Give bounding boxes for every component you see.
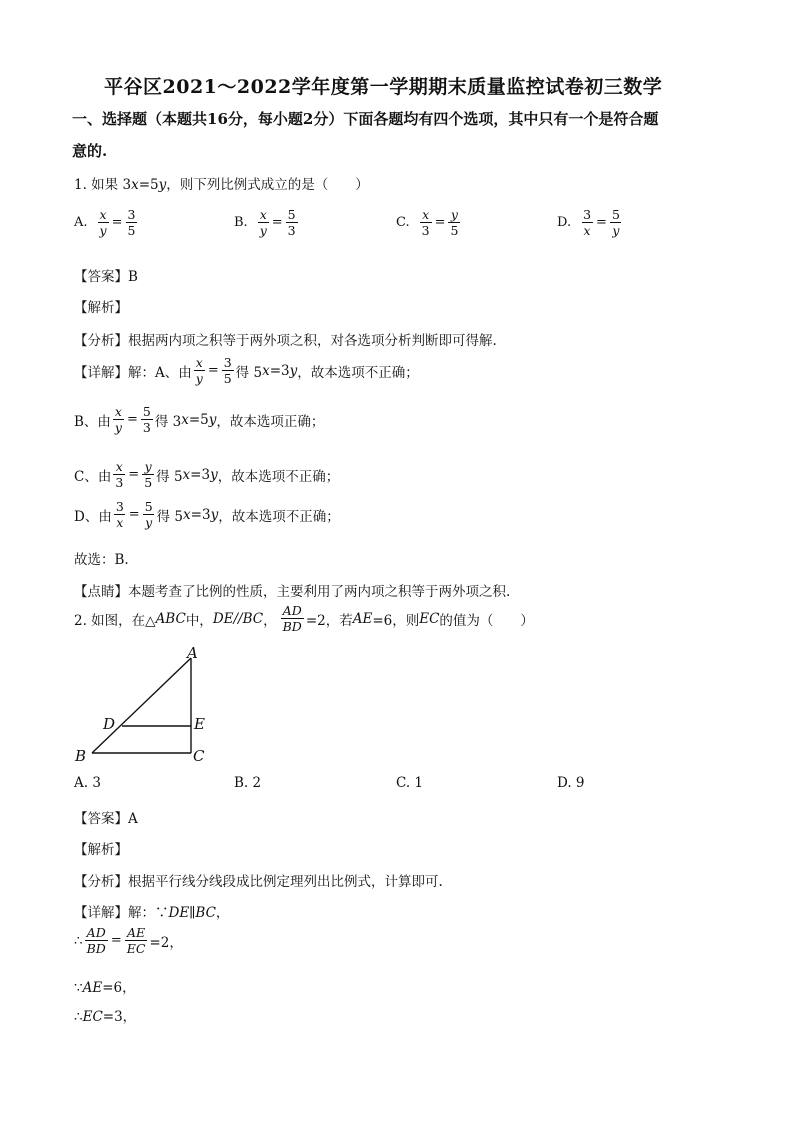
q1-choose: 故选：B.	[74, 552, 129, 568]
segment-ab	[92, 658, 191, 753]
q1-detail-c: C、由 $\frac{x}{3}$ = $\frac{y}{5}$ 得 5 x =3 y ，故本选项不正确；	[74, 459, 340, 491]
q1-option-a: A. $\frac{x}{y}$ = $\frac{3}{5}$	[74, 207, 136, 239]
q1-option-c: C. $\frac{x}{3}$ = $\frac{y}{5}$	[396, 207, 459, 239]
q1-answer: 【答案】B	[74, 269, 138, 285]
q2-answer: 【答案】A	[74, 811, 138, 827]
q2-detail-line4: ∴EC=3，	[74, 1009, 137, 1025]
label-b: B	[75, 747, 87, 765]
q1-detail-b: B、由 $\frac{x}{y}$ = $\frac{5}{3}$ 得 3 x =5 y ，故本选项正确；	[74, 404, 325, 436]
q2-detail-line3: ∵AE=6，	[74, 980, 136, 996]
q2-triangle-figure	[70, 640, 220, 770]
q2-fenxi: 【分析】根据平行线分线段成比例定理列出比例式，计算即可.	[74, 874, 443, 890]
label-e: E	[194, 715, 205, 733]
q2-option-c: C. 1	[396, 775, 424, 791]
q2-option-d: D. 9	[557, 775, 585, 791]
section-header-line2: 意的.	[72, 142, 108, 160]
q2-detail-line2: ∴ $\frac{AD}{BD}$ = $\frac{AE}{EC}$ =2，	[74, 925, 183, 957]
q1-detail-d: D、由 $\frac{3}{x}$ = $\frac{5}{y}$ 得 5 x =3 y ，故本选项不正确；	[74, 499, 340, 531]
q1-detail-a: 【详解】 解：A、由 $\frac{x}{y}$ = $\frac{3}{5}$ 得 5 x =3 y ，故本选项不正确；	[74, 355, 419, 387]
q2-detail-line1: 【详解】解：∵DE∥BC，	[74, 905, 230, 921]
label-d: D	[103, 715, 116, 733]
q1-option-b: B. $\frac{x}{y}$ = $\frac{5}{3}$	[234, 207, 296, 239]
q2-option-b: B. 2	[234, 775, 262, 791]
q1-option-d: D. $\frac{3}{x}$ = $\frac{5}{y}$	[557, 207, 620, 239]
q1-fenxi: 【分析】根据两内项之积等于两外项之积，对各选项分析判断即可得解.	[74, 333, 497, 349]
q1-analysis-tag: 【解析】	[74, 300, 128, 316]
page-title: 平谷区2021～2022学年度第一学期期末质量监控试卷初三数学	[104, 76, 663, 98]
label-c: C	[193, 747, 205, 765]
q1-dianjing: 【点睛】本题考查了比例的性质，主要利用了两内项之积等于两外项之积.	[74, 584, 511, 600]
q2-option-a: A. 3	[74, 775, 101, 791]
q2-analysis-tag: 【解析】	[74, 842, 128, 858]
label-a: A	[187, 644, 198, 662]
section-header-line1: 一、选择题（本题共16分，每小题2分）下面各题均有四个选项，其中只有一个是符合题	[72, 110, 659, 128]
q2-stem: 2. 如图，在△ ABC 中， DE//BC ， $\frac{AD}{BD}$ =2，若 AE =6，则 EC 的值为（ ）	[74, 603, 534, 635]
q1-stem: 1. 如果 3x=5y，则下列比例式成立的是（ ）	[74, 177, 369, 193]
